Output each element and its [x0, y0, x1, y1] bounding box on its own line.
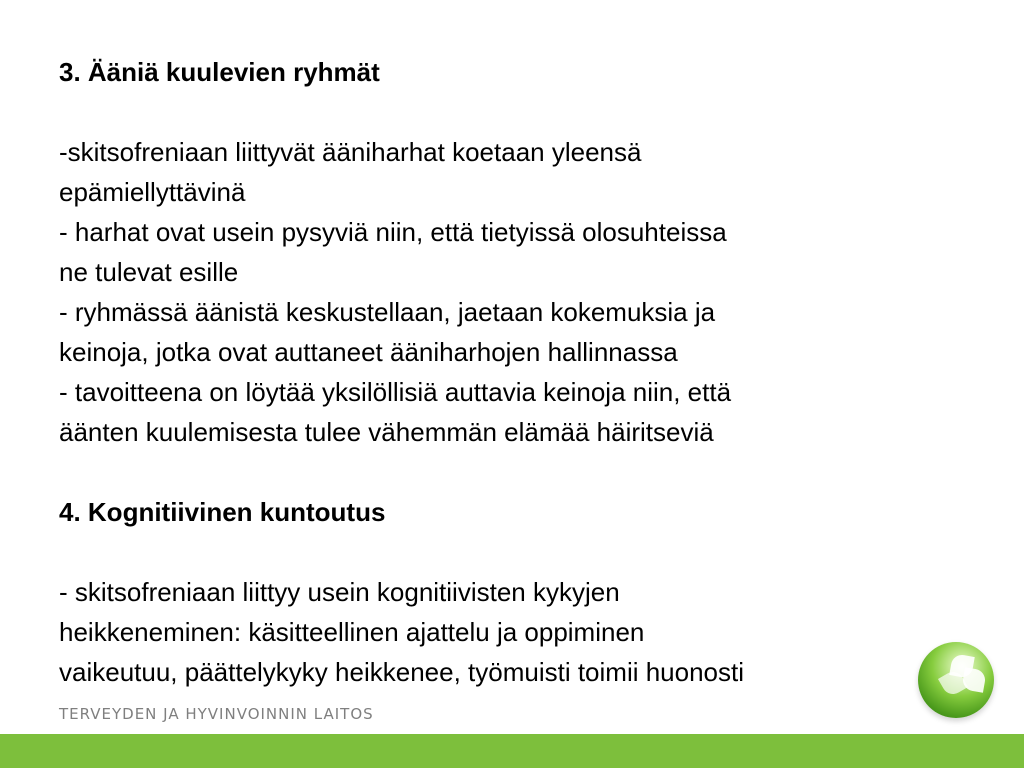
section-4-line-1: - skitsofreniaan liittyy usein kognitiivisten kykyjen	[59, 577, 620, 607]
section-4-heading: 4. Kognitiivinen kuntoutus	[59, 497, 386, 527]
section-3-line-8: äänten kuulemisesta tulee vähemmän elämää häiritseviä	[59, 417, 714, 447]
section-3-line-3: - harhat ovat usein pysyviä niin, että tietyissä olosuhteissa	[59, 217, 727, 247]
section-3-line-1: -skitsofreniaan liittyvät ääniharhat koetaan yleensä	[59, 137, 642, 167]
section-3-line-6: keinoja, jotka ovat auttaneet ääniharhojen hallinnassa	[59, 337, 678, 367]
spacer	[59, 532, 979, 572]
slide-body	[59, 52, 979, 692]
section-3-line-4: ne tulevat esille	[59, 257, 239, 287]
footer-bar	[0, 734, 1024, 768]
section-4-line-2: heikkeneminen: käsitteellinen ajattelu ja oppiminen	[59, 617, 645, 647]
organization-name: TERVEYDEN JA HYVINVOINNIN LAITOS	[59, 705, 374, 723]
section-3-heading: 3. Ääniä kuulevien ryhmät	[59, 57, 380, 87]
section-3-line-7: - tavoitteena on löytää yksilöllisiä auttavia keinoja niin, että	[59, 377, 732, 407]
spacer	[59, 452, 979, 492]
spacer	[59, 92, 979, 132]
section-3-line-5: - ryhmässä äänistä keskustellaan, jaetaan kokemuksia ja	[59, 297, 716, 327]
section-4-line-3: vaikeutuu, päättelykyky heikkenee, työmuisti toimii huonosti	[59, 657, 745, 687]
section-3-line-2: epämiellyttävinä	[59, 177, 246, 207]
